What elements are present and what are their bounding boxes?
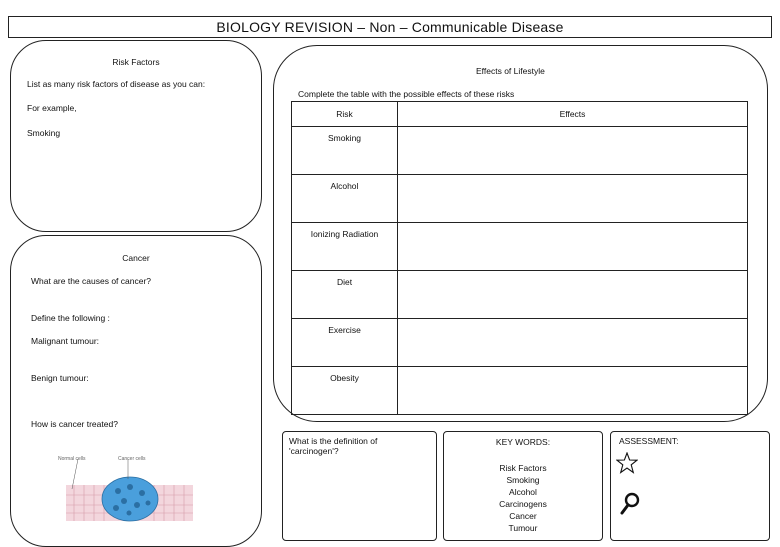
page-title: BIOLOGY REVISION – Non – Communicable Disease (8, 16, 772, 38)
table-row (292, 319, 748, 367)
effects-table (291, 101, 748, 415)
risk-cell: Alcohol (292, 175, 398, 223)
risk-cell: Diet (292, 271, 398, 319)
effects-answer-cell[interactable] (398, 319, 748, 367)
cancer-heading: Cancer (122, 253, 150, 263)
cancer-treated-question: How is cancer treated? (31, 419, 118, 429)
key-word: Cancer (509, 511, 537, 521)
carcinogen-definition-box[interactable] (282, 431, 437, 541)
table-row (292, 271, 748, 319)
effects-answer-cell[interactable] (398, 271, 748, 319)
effects-instruction: Complete the table with the possible effects of these risks (298, 89, 515, 99)
key-words-heading: KEY WORDS: (495, 437, 551, 447)
star-icon[interactable] (616, 452, 638, 474)
risk-factors-example-intro: For example, (27, 103, 77, 113)
effects-heading: Effects of Lifestyle (476, 66, 545, 76)
normal-cells-pointer (72, 459, 78, 489)
malignant-tumour-label: Malignant tumour: (31, 336, 100, 346)
effects-answer-cell[interactable] (398, 223, 748, 271)
risk-cell: Ionizing Radiation (292, 223, 398, 271)
key-word: Risk Factors (499, 463, 547, 473)
cancer-define-prompt: Define the following : (31, 313, 110, 323)
column-risk-header: Risk (292, 102, 398, 127)
benign-tumour-label: Benign tumour: (31, 373, 89, 383)
key-word: Alcohol (509, 487, 537, 497)
key-word: Smoking (506, 475, 540, 485)
risk-cell: Obesity (292, 367, 398, 415)
key-words-list (444, 462, 602, 534)
cancer-causes-question: What are the causes of cancer? (31, 276, 152, 286)
risk-cell: Exercise (292, 319, 398, 367)
key-word: Carcinogens (499, 499, 547, 509)
risk-factors-prompt: List as many risk factors of disease as you can: (27, 79, 206, 89)
cell-diagram (58, 455, 193, 525)
risk-cell: Smoking (292, 127, 398, 175)
risk-factors-heading: Risk Factors (112, 57, 160, 67)
assessment-heading: ASSESSMENT: (619, 436, 679, 446)
key-words-box (443, 431, 603, 541)
table-row (292, 223, 748, 271)
key-word: Tumour (508, 523, 538, 533)
effects-answer-cell[interactable] (398, 175, 748, 223)
magnifier-icon[interactable] (620, 492, 640, 516)
effects-answer-cell[interactable] (398, 367, 748, 415)
table-row (292, 367, 748, 415)
column-effects-header: Effects (398, 102, 748, 127)
effects-table-header (292, 102, 748, 127)
effects-answer-cell[interactable] (398, 127, 748, 175)
table-row (292, 175, 748, 223)
cancer-cells-label: Cancer cells (118, 456, 146, 462)
assessment-box (610, 431, 770, 541)
carcinogen-question: What is the definition of 'carcinogen'? (289, 436, 378, 456)
normal-cells-label: Normal cells (58, 456, 86, 462)
table-row (292, 127, 748, 175)
risk-factors-example: Smoking (27, 128, 61, 138)
